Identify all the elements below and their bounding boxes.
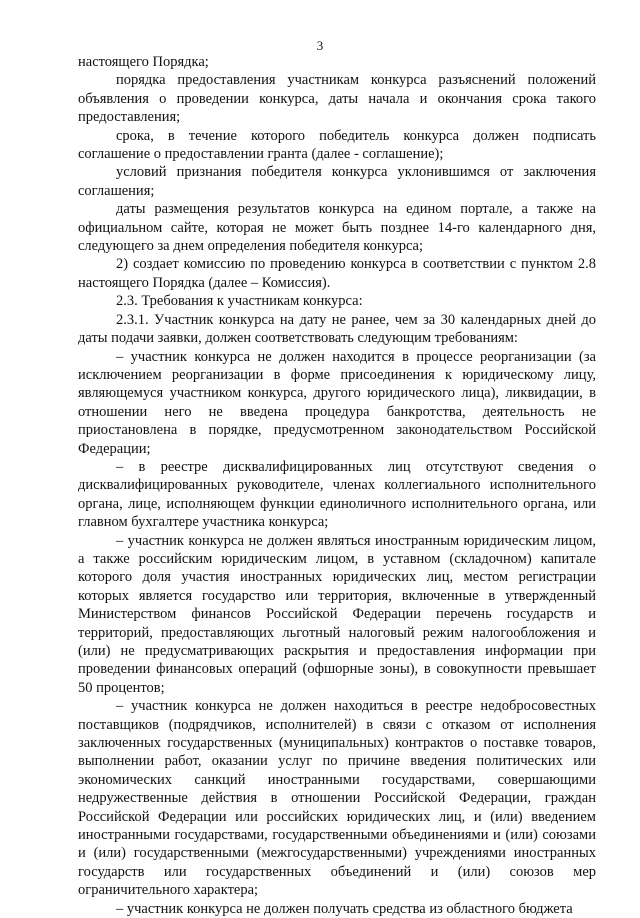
- paragraph-continuation: настоящего Порядка;: [78, 54, 209, 70]
- list-item-unfair-suppliers: – участник конкурса не должен находиться в реестре недобросовестных поставщиков (подрядчиков, исполнителей) в связи с отказом от исполнения заключенных государственных (муниципальных) контрактов о поставке товаров, выполнении работ, оказании услуг по причине введения политических или экономических санкций иностранными государствами, совершающими недружественные действия в отношении Российской Федерации, граждан Российской Федерации или российских юридических лиц, и (или) введением иностранными государствами, государственными объединениями и (или) союзами и (или) государственными (межгосударственными) учреждениями иностранных государств или государственных объединений и (или) союзов мер ограничительного характера;: [78, 698, 596, 899]
- paragraph-results-date: даты размещения результатов конкурса на едином портале, а также на официальном сайте, которая не может быть позднее 14-го календарного дня, следующего за днем определения победителя конкурса;: [78, 201, 596, 255]
- list-item-regional-budget: – участник конкурса не должен получать средства из областного бюджета: [116, 900, 573, 917]
- body-text: [78, 53, 596, 918]
- page-number: 3: [316, 38, 324, 53]
- paragraph-requirements-intro: 2.3.1. Участник конкурса на дату не ранее, чем за 30 календарных дней до даты подачи заявки, должен соответствовать следующим требованиям:: [78, 311, 596, 347]
- paragraph-evasion-conditions: условий признания победителя конкурса уклонившимся от заключения соглашения;: [78, 164, 596, 199]
- list-item-foreign-entity: – участник конкурса не должен являться иностранным юридическим лицом, а также российским юридическим лицом, в уставном (складочном) капитале которого доля участия иностранных юридических лиц, местом регистрации которых является государство или территория, включенные в утвержденный Министерством финансов Российской Федерации перечень государств и территорий, предоставляющих льготный налоговый режим налогообложения и (или) не предусматривающих раскрытия и предоставления информации при проведении финансовых операций (офшорные зоны), в совокупности превышает 50 процентов;: [78, 532, 596, 696]
- paragraph-commission: 2) создает комиссию по проведению конкурса в соответствии с пунктом 2.8 настоящего Порядка (далее – Комиссия).: [78, 256, 596, 291]
- paragraph-signing-term: срока, в течение которого победитель конкурса должен подписать соглашение о предоставлении гранта (далее - соглашение);: [78, 127, 596, 163]
- paragraph-clarifications: порядка предоставления участникам конкурса разъяснений положений объявления о проведении конкурса, даты начала и окончания срока такого предоставления;: [78, 72, 596, 126]
- list-item-reorganization: – участник конкурса не должен находится в процессе реорганизации (за исключением реорганизации в форме присоединения к юридическому лицу, являющемуся участником конкурса, другого юридического лица), ликвидации, в отношении него не введена процедура банкротства, деятельность не приостановлена в порядке, предусмотренном законодательством Российской Федерации;: [78, 348, 596, 457]
- section-heading-requirements: 2.3. Требования к участникам конкурса:: [116, 293, 363, 310]
- list-item-disqualified-persons: – в реестре дисквалифицированных лиц отсутствуют сведения о дисквалифицированных руководителе, членах коллегиального исполнительного органа, лице, исполняющем функции единоличного исполнительного органа, или главном бухгалтере участника конкурса;: [78, 458, 596, 531]
